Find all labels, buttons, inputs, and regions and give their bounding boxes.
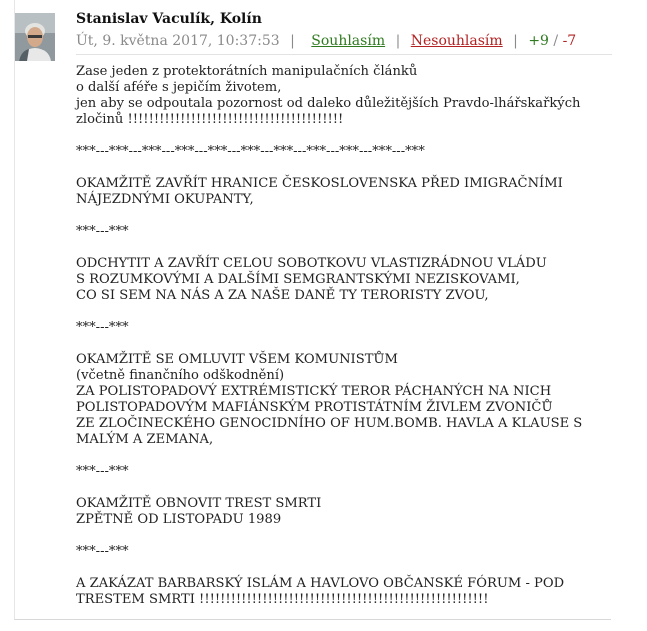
avatar-photo-icon: [15, 13, 55, 61]
comment-paragraph: OKAMŽITĚ OBNOVIT TREST SMRTI ZPĚTNĚ OD LISTOPADU 1989: [76, 496, 322, 527]
comment-paragraph: ***---***: [76, 464, 129, 479]
comment-paragraph: OKAMŽITĚ SE OMLUVIT VŠEM KOMUNISTŮM (včetně finančního odškodnění) ZA POLISTOPADOVÝ EXTRÉMISTICKÝ TEROR PÁCHANÝCH NA NICH POLISTOPADOVÝM MAFIÁNSKÝM PROTISTÁTNÍM ŽIVLEM ZVONIČŮ ZE ZLOČINECKÉHO GENOCIDNÍHO OF HUM.BOMB. HAVLA A KLAUSE S MALÝM A ZEMANA,: [76, 352, 583, 447]
agree-button[interactable]: Souhlasím: [311, 33, 386, 49]
score-plus: +9: [528, 33, 549, 49]
meta-separator: |: [513, 33, 518, 49]
comment-paragraph: ODCHYTIT A ZAVŘÍT CELOU SOBOTKOVU VLASTIZRÁDNOU VLÁDU S ROZUMKOVÝMI A DALŠÍMI SEMGRANTSKÝMI NEZISKOVAMI, CO SI SEM NA NÁS A ZA NAŠE DANĚ TY TERORISTY ZVOU,: [76, 256, 547, 303]
comment-paragraph: Zase jeden z protektorátních manipulačních článků o další aféře s jepičím životem, jen aby se odpoutala pozornost od daleko důležitějších Pravdo-lhářskařkých zločinů !!!!!!!!!!!!!!!!!!!!!!!!!!!!!!!!!!!!!!!!!: [76, 64, 581, 127]
comment-paragraph: A ZAKÁZAT BARBARSKÝ ISLÁM A HAVLOVO OBČANSKÉ FÓRUM - POD TRESTEM SMRTI !!!!!!!!!!!!!!!!!!!!!!!!!!!!!!!!!!!!!!!!!!!!!!!!!!!!!!!: [76, 576, 565, 607]
comment-meta: [76, 33, 576, 49]
comment-body: [76, 64, 596, 608]
comment-paragraph: ***---***---***---***---***---***---***---***---***---***---***: [76, 144, 425, 159]
header-divider: [76, 54, 612, 55]
score-separator: /: [548, 33, 563, 49]
disagree-button[interactable]: Nesouhlasím: [410, 33, 503, 49]
score-minus: -7: [562, 33, 577, 49]
comment-author[interactable]: Stanislav Vaculík, Kolín: [76, 11, 262, 27]
comment-timestamp: Út, 9. května 2017, 10:37:53: [76, 33, 280, 49]
comment-paragraph: ***---***: [76, 544, 129, 559]
comment-paragraph: ***---***: [76, 224, 129, 239]
comment-paragraph: OKAMŽITĚ ZAVŘÍT HRANICE ČESKOSLOVENSKA PŘED IMIGRAČNÍMI NÁJEZDNÝMI OKUPANTY,: [76, 176, 563, 207]
comment-card: [14, 0, 611, 620]
meta-separator: |: [290, 33, 295, 49]
meta-separator: |: [395, 33, 401, 49]
comment-paragraph: ***---***: [76, 320, 129, 335]
avatar[interactable]: [15, 13, 55, 61]
